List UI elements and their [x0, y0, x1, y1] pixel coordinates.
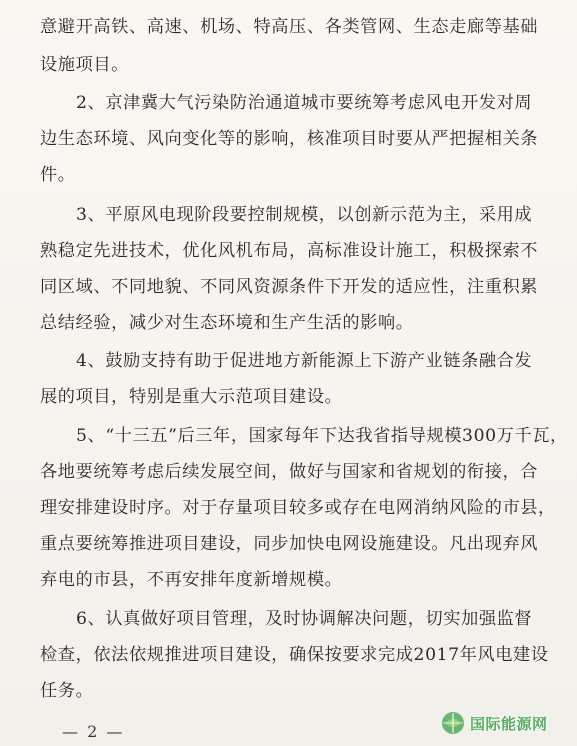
paragraph-2-start: 2、京津冀大气污染防治通道城市要统筹考虑风电开发对周: [76, 93, 533, 113]
paragraph-5-start: 5、“十三五”后三年，国家每年下达我省指导规模300万千瓦，: [76, 426, 568, 446]
text-line: 设施项目。: [40, 55, 129, 75]
text-line: 同区域、不同地貌、不同风资源条件下开发的适应性，注重积累: [40, 277, 539, 297]
text-line: 边生态环境、风向变化等的影响，核准项目时要从严把握相关条: [40, 129, 539, 149]
text-line: 意避开高铁、高速、机场、特高压、各类管网、生态走廊等基础: [40, 17, 539, 37]
text-line: 弃电的市县，不再安排年度新增规模。: [40, 570, 343, 590]
text-line: 熟稳定先进技术，优化风机布局，高标准设计施工，积极探索不: [40, 241, 539, 261]
text-line: 理安排建设时序。对于存量项目较多或存在电网消纳风险的市县，: [40, 498, 556, 518]
page-number: — 2 —: [62, 722, 125, 741]
paragraph-4-start: 4、鼓励支持有助于促进地方新能源上下游产业链条融合发: [76, 351, 533, 371]
watermark-text: 国际能源网: [470, 714, 548, 733]
text-line: 展的项目，特别是重大示范项目建设。: [40, 387, 343, 407]
text-line: 各地要统筹考虑后续发展空间，做好与国家和省规划的衔接，合: [40, 462, 539, 482]
watermark: [440, 708, 572, 738]
globe-leaf-icon: [440, 710, 466, 736]
text-line: 重点要统筹推进项目建设，同步加快电网设施建设。凡出现弃风: [40, 534, 539, 554]
text-line: 任务。: [40, 681, 94, 701]
text-line: 总结经验，减少对生态环境和生产生活的影响。: [40, 313, 414, 333]
paragraph-6-start: 6、认真做好项目管理，及时协调解决问题，切实加强监督: [76, 609, 533, 629]
paragraph-3-start: 3、平原风电现阶段要控制规模，以创新示范为主，采用成: [76, 205, 533, 225]
text-line: 检查，依法依规推进项目建设，确保按要求完成2017年风电建设: [40, 645, 549, 665]
text-line: 件。: [40, 165, 76, 185]
